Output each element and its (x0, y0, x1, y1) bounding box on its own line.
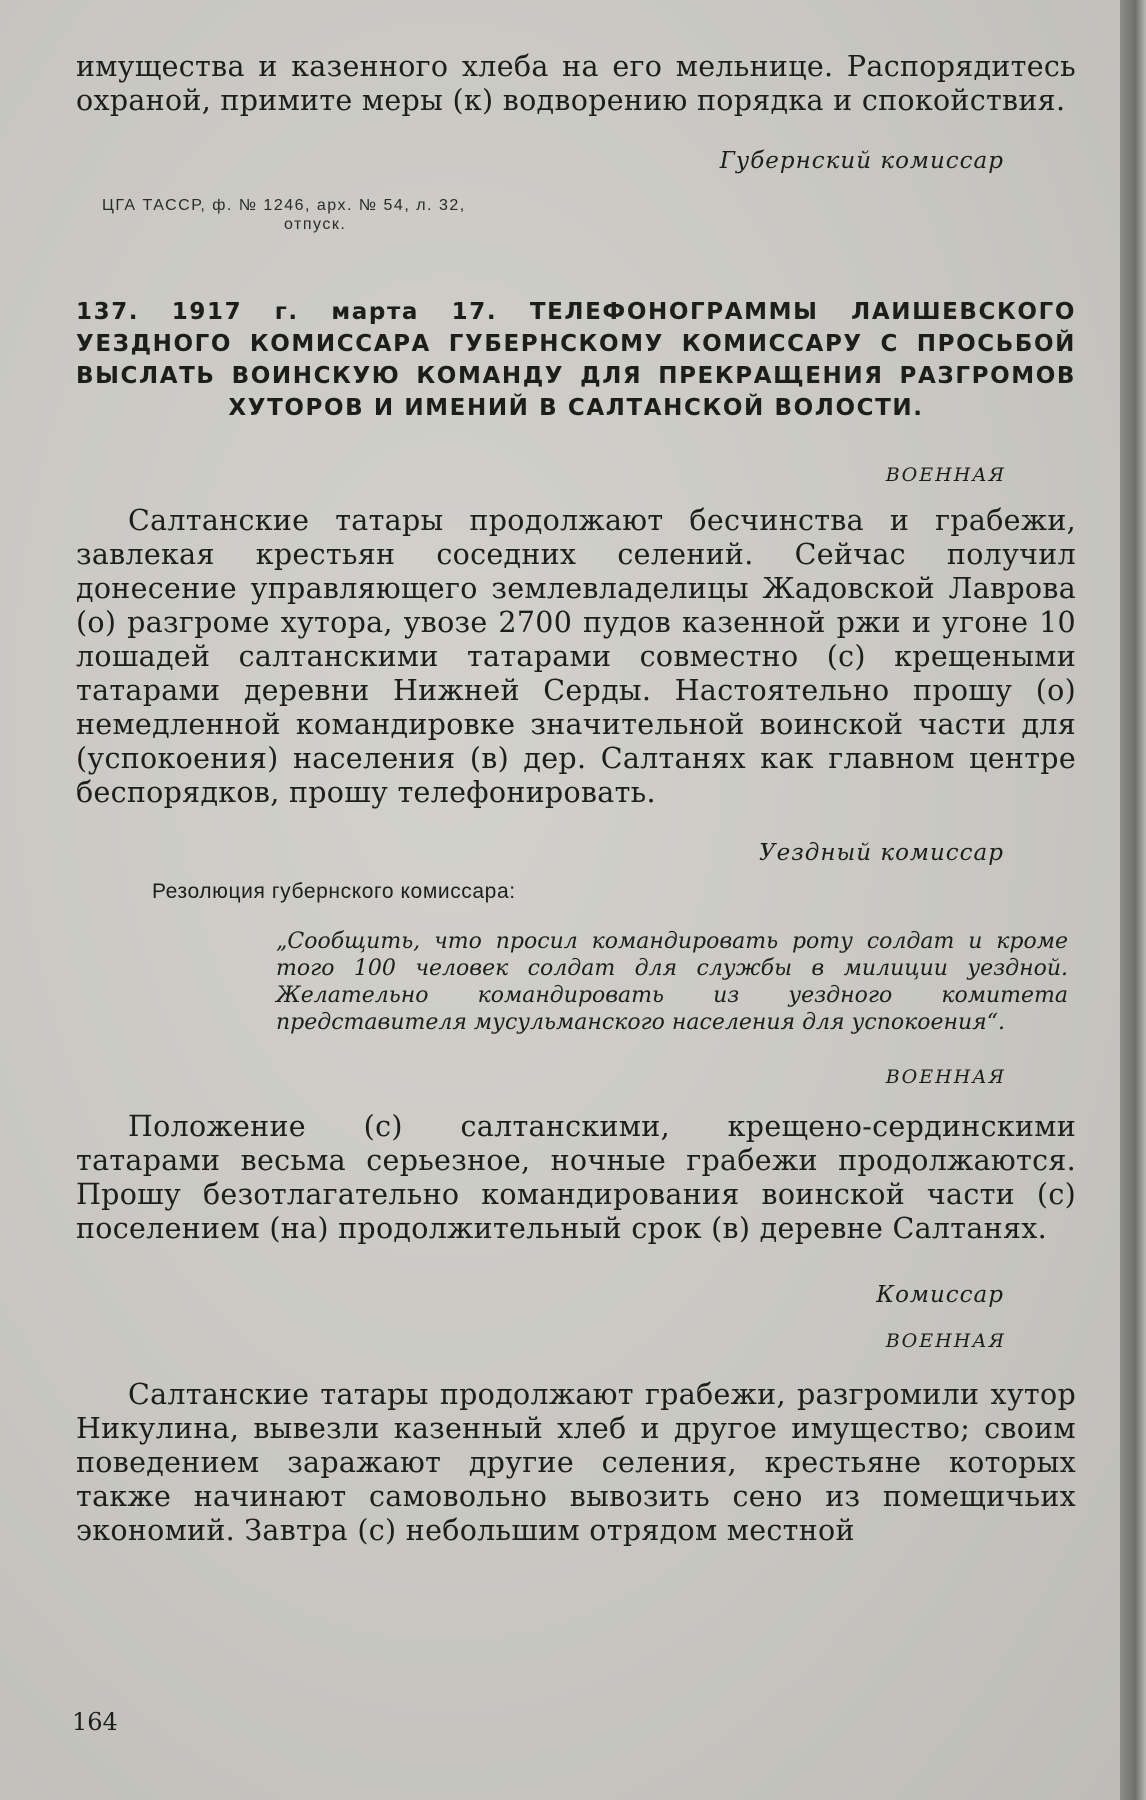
signature-komissar: Комиссар (876, 1282, 1004, 1308)
resolution-text: „Сообщить, что просил командировать роту солдат и кроме того 100 человек солдат для службы в милиции уездной. Желательно командировать из уездного комитета представителя мусульманского населения для успокоения“. (276, 929, 1068, 1035)
resolution-intro: Резолюция губернского комиссара: (152, 880, 516, 903)
message-3-label: ВОЕННАЯ (885, 1330, 1006, 1352)
message-2-label: ВОЕННАЯ (885, 1066, 1006, 1088)
archive-source-line-1: ЦГА ТАССР, ф. № 1246, арх. № 54, л. 32, (102, 197, 466, 214)
continuation-paragraph: имущества и казенного хлеба на его мельнице. Распорядитесь охраной, примите меры (к) водворению порядка и спокойствия. (76, 50, 1076, 117)
signature-uyezdny: Уездный комиссар (758, 840, 1004, 866)
page-content (76, 50, 1076, 1548)
message-2-text: Положение (с) салтанскими, крещено-сердинскими татарами весьма серьезное, ночные грабежи продолжаются. Прошу безотлагательно командирования воинской части (с) поселением (на) продолжительный срок (в) деревне Салтанях. (76, 1110, 1076, 1245)
message-3-text: Салтанские татары продолжают грабежи, разгромили хутор Никулина, вывезли казенный хлеб и другое имущество; своим поведением заражают другие селения, крестьяне которых также начинают самовольно вывозить сено из помещичьих экономий. Завтра (с) небольшим отрядом местной (76, 1378, 1076, 1547)
message-1-text: Салтанские татары продолжают бесчинства и грабежи, завлекая крестьян соседних селений. Сейчас получил донесение управляющего землевладелицы Жадовской Лаврова (о) разгроме хутора, увозе 2700 пудов казенной ржи и угоне 10 лошадей салтанскими татарами совместно (с) крещеными татарами деревни Нижней Серды. Настоятельно прошу (о) немедленной командировке значительной воинской части для (успокоения) населения (в) дер. Салтанях как главном центре беспорядков, прошу телефонировать. (76, 504, 1076, 809)
signature-gubernsky: Губернский комиссар (719, 148, 1004, 174)
message-1-label: ВОЕННАЯ (885, 464, 1006, 486)
archive-source (76, 196, 1076, 234)
page-edge-shadow (1120, 0, 1146, 1800)
page-number: 164 (72, 1708, 118, 1736)
archive-source-line-2: отпуск. (284, 216, 347, 233)
document-heading: 137. 1917 г. марта 17. ТЕЛЕФОНОГРАММЫ ЛАИШЕВСКОГО УЕЗДНОГО КОМИССАРА ГУБЕРНСКОМУ КОМИССАРУ С ПРОСЬБОЙ ВЫСЛАТЬ ВОИНСКУЮ КОМАНДУ ДЛЯ ПРЕКРАЩЕНИЯ РАЗГРОМОВ ХУТОРОВ И ИМЕНИЙ В САЛТАНСКОЙ ВОЛОСТИ. (76, 299, 1076, 421)
